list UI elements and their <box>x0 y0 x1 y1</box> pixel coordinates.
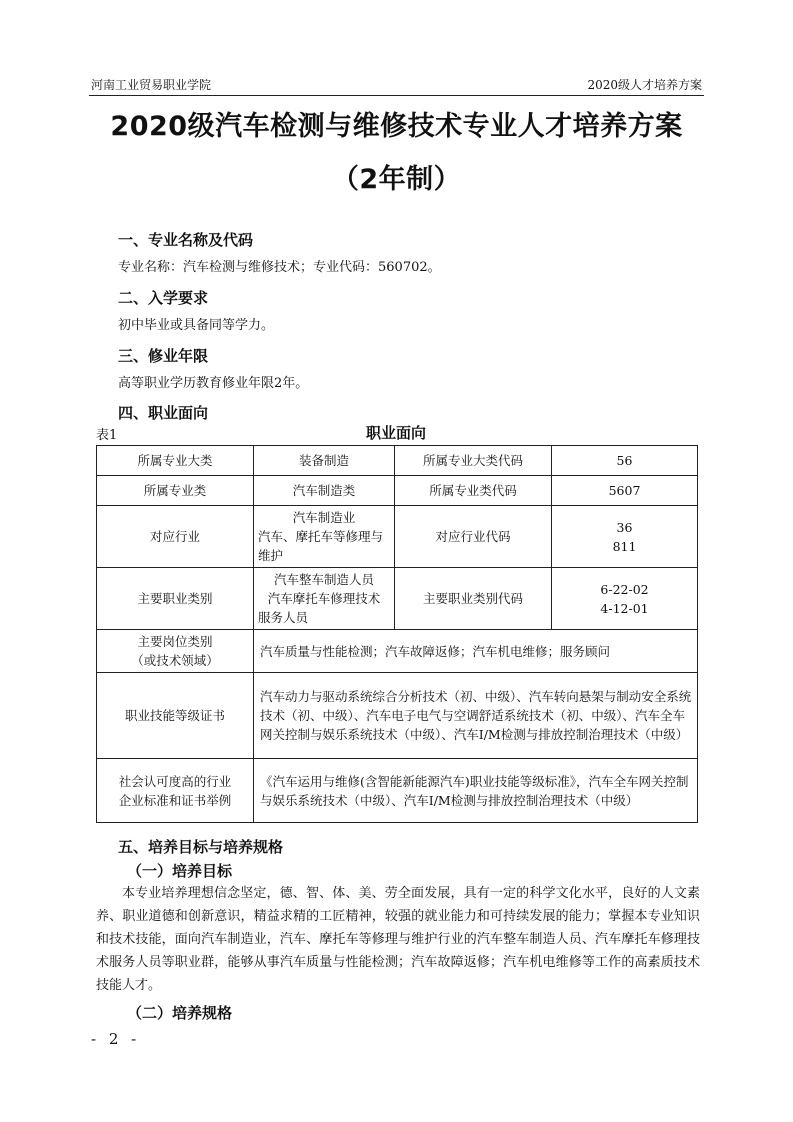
table-cell: 主要职业类别代码 <box>395 568 552 630</box>
table-cell <box>552 568 698 630</box>
cell-line: 企业标准和证书举例 <box>118 792 232 808</box>
header-divider <box>89 95 704 96</box>
table-caption <box>96 424 696 442</box>
section-5-sub1-heading: （一）培养目标 <box>127 862 233 880</box>
table-label: 表1 <box>96 428 118 443</box>
document-subtitle: （2年制） <box>331 164 462 195</box>
cell-line: （或技术领域） <box>131 653 219 668</box>
table-row <box>97 568 698 630</box>
section-4-heading: 四、职业面向 <box>118 404 209 422</box>
cell-line: 6-22-02 <box>600 581 649 597</box>
table-cell: 所属专业类 <box>97 476 254 506</box>
table-cell: 对应行业 <box>97 506 254 568</box>
table-cell: 所属专业类代码 <box>395 476 552 506</box>
table-row <box>97 476 698 506</box>
table-cell: 装备制造 <box>254 446 395 476</box>
cell-line: 汽车、摩托车等修理与 <box>258 529 384 544</box>
table-cell: 汽车质量与性能检测；汽车故障返修；汽车机电维修；服务顾问 <box>254 630 698 673</box>
section-5-sub2-heading: （二）培养规格 <box>127 1004 233 1022</box>
table-title: 职业面向 <box>365 424 426 442</box>
cell-line: 36 <box>616 519 633 535</box>
cell-line: 主要岗位类别 <box>137 634 213 649</box>
running-header <box>91 76 702 94</box>
section-5-heading: 五、培养目标与培养规格 <box>118 838 284 856</box>
table-row <box>97 506 698 568</box>
table-row <box>97 759 698 823</box>
cell-line: 4-12-01 <box>600 600 649 616</box>
table-cell: 汽车制造类 <box>254 476 395 506</box>
table-cell <box>552 506 698 568</box>
table-cell <box>97 630 254 673</box>
table-row <box>97 630 698 673</box>
cell-line: 社会认可度高的行业 <box>118 773 232 789</box>
page-number: - 2 - <box>91 1030 141 1048</box>
table-cell: 5607 <box>552 476 698 506</box>
header-school-name: 河南工业贸易职业学院 <box>91 78 212 92</box>
table-row <box>97 673 698 759</box>
cell-line: 811 <box>612 538 637 554</box>
table-cell: 《汽车运用与维修(含智能新能源汽车)职业技能等级标准》，汽车全车网关控制与娱乐系统技术（中级）、汽车I/M检测与排放控制治理技术（中级） <box>254 759 698 823</box>
cell-line: 汽车制造业 <box>292 510 356 525</box>
table-cell: 主要职业类别 <box>97 568 254 630</box>
document-title: 2020级汽车检测与维修技术专业人才培养方案 <box>110 111 683 142</box>
section-2-heading: 二、入学要求 <box>118 289 209 307</box>
section-5-body: 本专业培养理想信念坚定，德、智、体、美、劳全面发展，具有一定的科学文化水平，良好的人文素养、职业道德和创新意识，精益求精的工匠精神，较强的就业能力和可持续发展的能力；掌握本专业知识和技术技能，面向汽车制造业，汽车、摩托车等修理与维护行业的汽车整车制造人员、汽车摩托车修理技术服务人员等职业群，能够从事汽车质量与性能检测；汽车故障返修；汽车机电维修等工作的高素质技术技能人才。 <box>96 886 700 993</box>
table-cell: 56 <box>552 446 698 476</box>
table-cell <box>97 759 254 823</box>
cell-line: 汽车整车制造人员 <box>273 572 374 587</box>
table-cell: 对应行业代码 <box>395 506 552 568</box>
header-doc-name: 2020级人才培养方案 <box>587 78 702 92</box>
section-3-heading: 三、修业年限 <box>118 347 209 365</box>
table-cell: 所属专业大类 <box>97 446 254 476</box>
table-cell <box>254 506 395 568</box>
section-1-text: 专业名称：汽车检测与维修技术；专业代码：560702。 <box>118 260 441 275</box>
cell-line: 汽车摩托车修理技术 <box>267 591 381 606</box>
section-1-heading: 一、专业名称及代码 <box>118 231 254 249</box>
section-3-text: 高等职业学历教育修业年限2年。 <box>118 376 309 391</box>
occupation-table <box>96 445 698 823</box>
table-cell: 所属专业大类代码 <box>395 446 552 476</box>
table-row <box>97 446 698 476</box>
table-cell: 汽车动力与驱动系统综合分析技术（初、中级）、汽车转向悬架与制动安全系统技术（初、中级）、汽车电子电气与空调舒适系统技术（初、中级）、汽车全车网关控制与娱乐系统技术（中级）、汽车I/M检测与排放控制治理技术（中级） <box>254 673 698 759</box>
table-cell: 职业技能等级证书 <box>97 673 254 759</box>
section-2-text: 初中毕业或具备同等学力。 <box>118 318 275 333</box>
cell-line: 维护 <box>258 548 284 563</box>
cell-line: 服务人员 <box>258 610 309 625</box>
table-cell <box>254 568 395 630</box>
